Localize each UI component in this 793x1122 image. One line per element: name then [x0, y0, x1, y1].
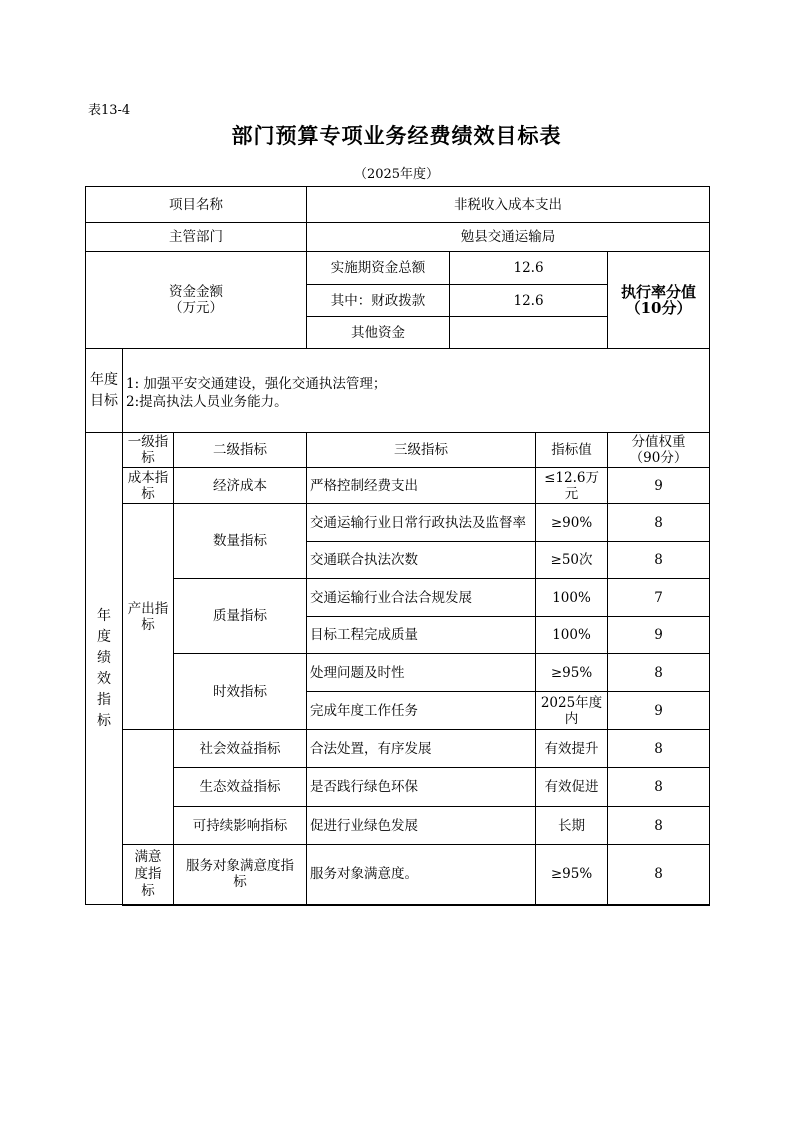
indicator-weight: 8 — [608, 654, 710, 692]
execution-rate-label: 执行率分值 — [621, 283, 697, 301]
indicator-level3: 合法处置，有序发展 — [307, 730, 536, 768]
indicator-value: ≥95% — [536, 654, 608, 692]
indicator-weight: 8 — [608, 768, 710, 807]
funds-total-value: 12.6 — [450, 252, 608, 285]
ecological-benefit-level2: 生态效益指标 — [174, 768, 307, 807]
cost-indicator-row — [86, 468, 710, 504]
indicator-value: 2025年度内 — [536, 692, 608, 730]
funds-unit: （万元） — [169, 300, 223, 316]
benefit-level1 — [123, 730, 174, 845]
execution-rate-points: （10分） — [625, 299, 692, 317]
performance-target-table — [85, 186, 710, 906]
indicator-weight: 8 — [608, 504, 710, 542]
funds-fiscal-label: 其中：财政拨款 — [307, 285, 450, 317]
header-level1: 一级指标 — [123, 433, 174, 468]
indicator-level3: 交通联合执法次数 — [307, 542, 536, 579]
quality-level2: 质量指标 — [174, 579, 307, 654]
table-row — [86, 807, 710, 845]
indicator-header-row — [86, 433, 710, 468]
table-row — [86, 654, 710, 692]
header-level3: 三级指标 — [307, 433, 536, 468]
cost-level1: 成本指标 — [123, 468, 174, 504]
timeliness-level2: 时效指标 — [174, 654, 307, 730]
header-value: 指标值 — [536, 433, 608, 468]
header-level2: 二级指标 — [174, 433, 307, 468]
goal-2: 2:提高执法人员业务能力。 — [126, 394, 288, 410]
table-row — [86, 504, 710, 542]
indicator-value: ≥50次 — [536, 542, 608, 579]
indicator-weight: 7 — [608, 579, 710, 617]
cost-level3: 严格控制经费支出 — [307, 468, 536, 504]
header-weight: 分值权重 （90分） — [608, 433, 710, 468]
indicator-level3: 目标工程完成质量 — [307, 617, 536, 654]
table-number: 表13-4 — [88, 103, 131, 118]
project-name-value: 非税收入成本支出 — [307, 187, 710, 223]
indicator-level3: 促进行业绿色发展 — [307, 807, 536, 845]
indicator-weight: 9 — [608, 617, 710, 654]
funds-amount-label — [86, 252, 307, 349]
project-name-row — [86, 187, 710, 223]
funds-fiscal-value: 12.6 — [450, 285, 608, 317]
indicator-level3: 处理问题及时性 — [307, 654, 536, 692]
annual-goals-content — [123, 349, 710, 433]
table-row — [86, 768, 710, 807]
indicator-level3: 交通运输行业日常行政执法及监督率 — [307, 504, 536, 542]
funds-other-label: 其他资金 — [307, 317, 450, 349]
page-title: 部门预算专项业务经费绩效目标表 — [231, 123, 562, 148]
indicator-level3: 是否践行绿色环保 — [307, 768, 536, 807]
cost-level2: 经济成本 — [174, 468, 307, 504]
indicator-value: 长期 — [536, 807, 608, 845]
indicator-value: ≥90% — [536, 504, 608, 542]
indicator-value: 有效促进 — [536, 768, 608, 807]
goal-1: 1: 加强平安交通建设，强化交通执法管理； — [126, 376, 387, 392]
indicator-weight: 9 — [608, 692, 710, 730]
department-label: 主管部门 — [86, 223, 307, 252]
funds-other-value — [450, 317, 608, 349]
project-name-label: 项目名称 — [86, 187, 307, 223]
indicator-level3: 完成年度工作任务 — [307, 692, 536, 730]
satisfaction-level1: 满意度指标 — [123, 845, 174, 905]
indicator-value: 有效提升 — [536, 730, 608, 768]
sustainability-level2: 可持续影响指标 — [174, 807, 307, 845]
fiscal-year: （2025年度） — [353, 167, 440, 182]
satisfaction-value: ≥95% — [536, 845, 608, 905]
indicator-weight: 8 — [608, 730, 710, 768]
indicator-value: 100% — [536, 579, 608, 617]
indicator-weight: 8 — [608, 807, 710, 845]
execution-rate-score — [608, 252, 710, 349]
annual-goals-row — [86, 349, 710, 433]
satisfaction-level2: 服务对象满意度指标 — [174, 845, 307, 905]
department-value: 勉县交通运输局 — [307, 223, 710, 252]
cost-value: ≤12.6万元 — [536, 468, 608, 504]
social-benefit-level2: 社会效益指标 — [174, 730, 307, 768]
department-row — [86, 223, 710, 252]
satisfaction-row — [86, 845, 710, 905]
funds-row-total — [86, 252, 710, 285]
funds-total-label: 实施期资金总额 — [307, 252, 450, 285]
table-row — [86, 730, 710, 768]
indicator-value: 100% — [536, 617, 608, 654]
satisfaction-level3: 服务对象满意度。 — [307, 845, 536, 905]
cost-weight: 9 — [608, 468, 710, 504]
annual-performance-indicators-label: 年度绩效指标 — [86, 433, 123, 905]
annual-goals-label: 年度 目标 — [86, 349, 123, 433]
table-row — [86, 579, 710, 617]
indicator-weight: 8 — [608, 542, 710, 579]
quantity-level2: 数量指标 — [174, 504, 307, 579]
output-level1: 产出指标 — [123, 504, 174, 730]
indicator-level3: 交通运输行业合法合规发展 — [307, 579, 536, 617]
satisfaction-weight: 8 — [608, 845, 710, 905]
funds-label: 资金金额 — [169, 284, 223, 300]
